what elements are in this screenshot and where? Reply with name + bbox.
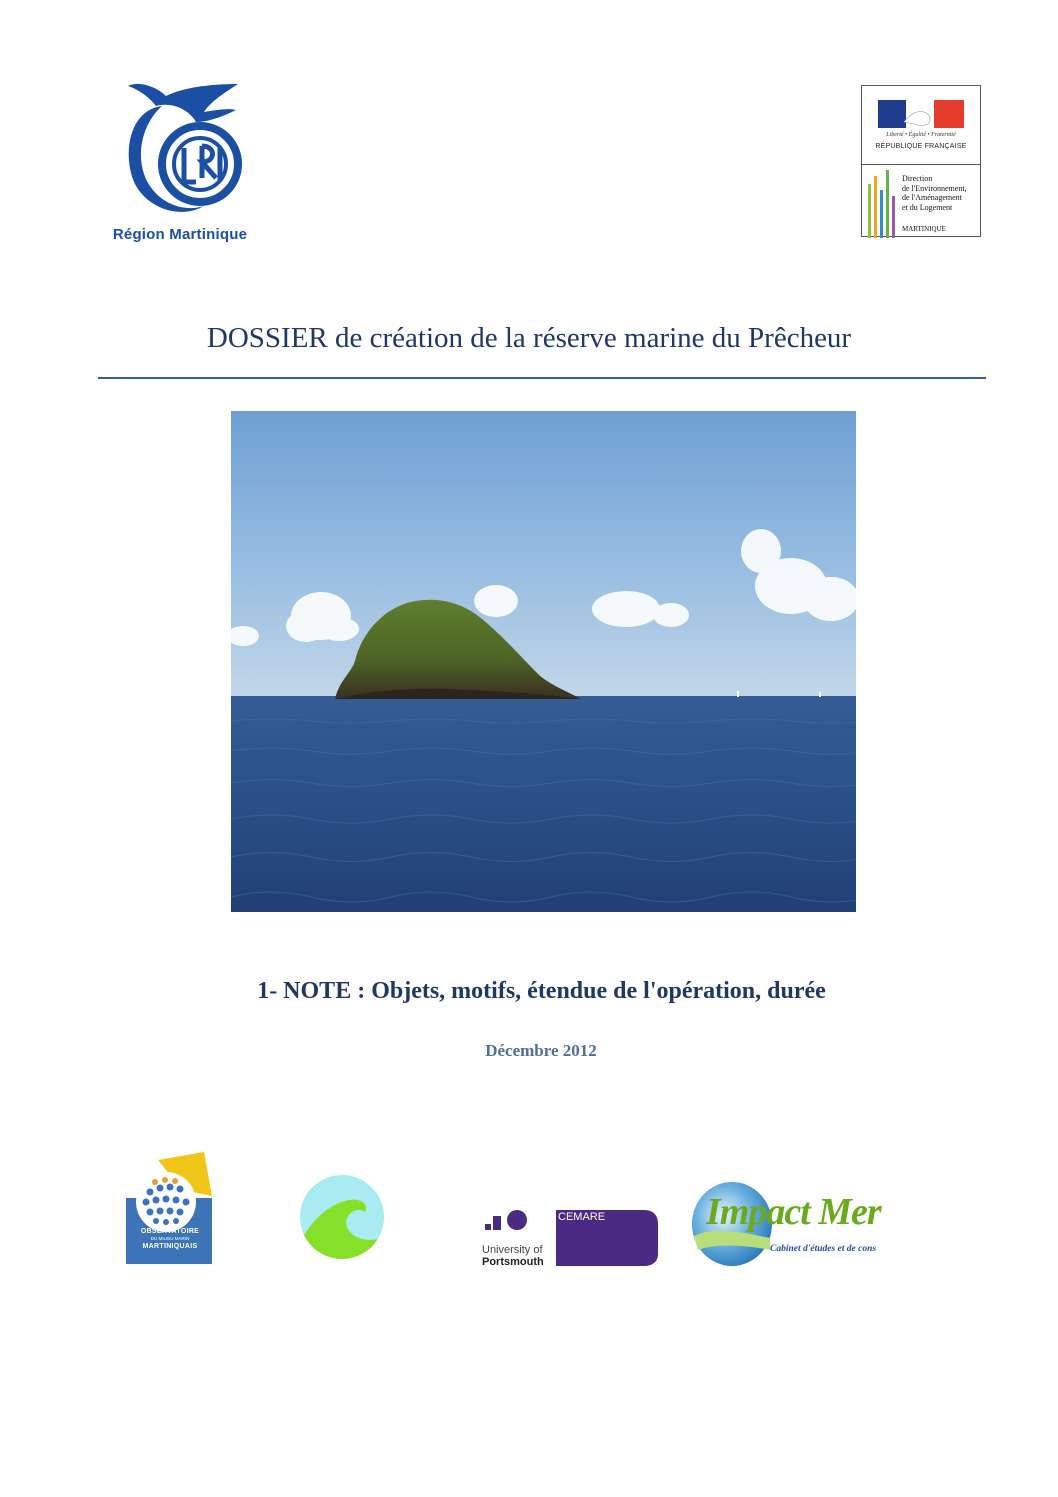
omm-line: DU MILIEU MARIN xyxy=(150,1236,190,1241)
deal-color-bars-icon xyxy=(866,170,900,238)
impact-mer-name: Impact Mer xyxy=(706,1191,881,1233)
region-martinique-logo xyxy=(100,78,258,250)
deal-region: MARTINIQUE xyxy=(902,225,946,233)
university-portsmouth-logo xyxy=(482,1208,662,1268)
impact-mer-logo xyxy=(688,1180,888,1270)
hummingbird-emblem-icon xyxy=(100,78,258,228)
document-subtitle: 1- NOTE : Objets, motifs, étendue de l'opération, durée xyxy=(257,978,826,1004)
deal-line: Direction xyxy=(902,174,933,183)
deal-line: de l'Aménagement xyxy=(902,193,962,202)
omm-line: MARTINIQUAIS xyxy=(142,1243,198,1250)
deal-line: et du Logement xyxy=(902,202,953,212)
document-date: Décembre 2012 xyxy=(485,1041,597,1060)
cemare-label: CEMARE xyxy=(558,1211,606,1223)
french-flag-icon xyxy=(878,100,964,128)
wave-logo-icon xyxy=(299,1174,385,1260)
university-label: University of xyxy=(482,1244,543,1256)
republic-name: RÉPUBLIQUE FRANÇAISE xyxy=(875,143,967,150)
republique-francaise-logo xyxy=(861,85,981,237)
omm-emblem-icon xyxy=(120,1150,220,1268)
deal-line: de l'Environnement, xyxy=(902,183,967,193)
document-title: DOSSIER de création de la réserve marine du Prêcheur xyxy=(206,322,852,354)
omm-logo xyxy=(120,1150,220,1268)
omm-name xyxy=(128,1228,212,1250)
republic-motto: Liberté • Égalité • Fraternité xyxy=(886,132,956,138)
university-name: Portsmouth xyxy=(482,1256,544,1268)
deal-name xyxy=(902,174,980,212)
marianne-block xyxy=(862,86,980,165)
impact-mer-tagline: Cabinet d'études et de cons xyxy=(770,1244,877,1254)
cover-photo-islet xyxy=(231,411,856,912)
title-divider xyxy=(98,377,986,379)
region-name: Région Martinique xyxy=(112,226,248,243)
omm-line: OBSERVATOIRE xyxy=(140,1228,200,1235)
